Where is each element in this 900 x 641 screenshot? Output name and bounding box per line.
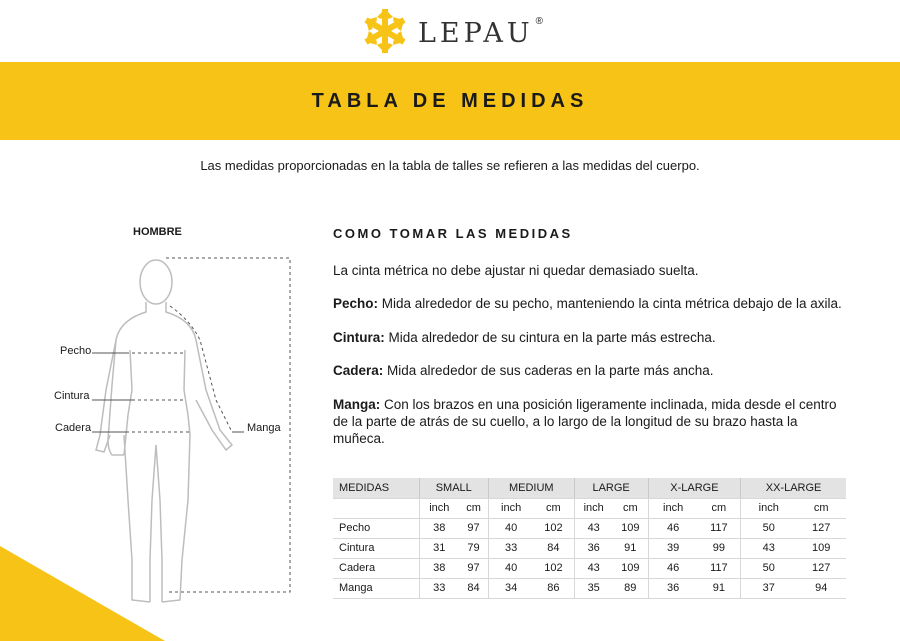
title-banner: [0, 62, 900, 140]
table-cell: 102: [533, 558, 574, 578]
unit-label: cm: [533, 498, 574, 518]
table-cell: 86: [533, 578, 574, 598]
brand-name: LEPAU: [418, 18, 534, 49]
table-row: [333, 518, 846, 538]
table-cell: 46: [648, 558, 697, 578]
brand-logo[interactable]: [360, 6, 543, 61]
row-label: Pecho: [333, 518, 419, 538]
table-cell: 89: [613, 578, 648, 598]
instruction-manga: [333, 396, 853, 447]
text-pecho: Mida alrededor de su pecho, manteniendo la cinta métrica debajo de la axila.: [378, 296, 842, 311]
table-cell: 109: [796, 538, 846, 558]
table-cell: 36: [648, 578, 697, 598]
table-cell: 94: [796, 578, 846, 598]
table-cell: 46: [648, 518, 697, 538]
table-row: [333, 558, 846, 578]
table-cell: 79: [459, 538, 488, 558]
table-cell: 43: [574, 518, 613, 538]
table-cell: 84: [459, 578, 488, 598]
unit-label: inch: [648, 498, 697, 518]
table-cell: 38: [419, 558, 459, 578]
table-cell: 117: [698, 518, 741, 538]
term-pecho: Pecho:: [333, 296, 379, 311]
unit-label: inch: [419, 498, 459, 518]
table-cell: 102: [533, 518, 574, 538]
label-cadera: Cadera: [55, 422, 92, 434]
unit-label: cm: [698, 498, 741, 518]
label-pecho: Pecho: [60, 345, 92, 357]
header-medidas: MEDIDAS: [333, 478, 419, 498]
table-header-row: [333, 478, 846, 498]
table-cell: 43: [741, 538, 797, 558]
label-manga: Manga: [247, 422, 281, 434]
table-cell: 35: [574, 578, 613, 598]
table-cell: 84: [533, 538, 574, 558]
instructions-title: COMO TOMAR LAS MEDIDAS: [333, 226, 573, 241]
header-size: XX-LARGE: [741, 478, 846, 498]
page-title: TABLA DE MEDIDAS: [311, 90, 589, 112]
table-cell: 50: [741, 518, 797, 538]
unit-label: cm: [796, 498, 846, 518]
table-cell: 109: [613, 518, 648, 538]
table-cell: 36: [574, 538, 613, 558]
header-size: MEDIUM: [489, 478, 575, 498]
table-cell: 33: [489, 538, 534, 558]
table-row: [333, 578, 846, 598]
instruction-cintura: [333, 329, 853, 346]
table-cell: 91: [698, 578, 741, 598]
text-cadera: Mida alrededor de sus caderas en la parte más ancha.: [383, 363, 714, 378]
size-table: [333, 478, 846, 599]
table-cell: 39: [648, 538, 697, 558]
table-cell: 37: [741, 578, 797, 598]
unit-label: inch: [489, 498, 534, 518]
intro-note: Las medidas proporcionadas en la tabla de talles se refieren a las medidas del cuerpo.: [200, 158, 700, 173]
header-size: X-LARGE: [648, 478, 740, 498]
term-cadera: Cadera:: [333, 363, 384, 378]
table-cell: 34: [489, 578, 534, 598]
figure-title: HOMBRE: [133, 226, 182, 238]
table-cell: 43: [574, 558, 613, 578]
snowflake-logo-icon: [360, 6, 410, 61]
table-cell: 99: [698, 538, 741, 558]
term-cintura: Cintura:: [333, 330, 385, 345]
label-cintura: Cintura: [54, 390, 90, 402]
row-label: Manga: [333, 578, 419, 598]
body-figure: [0, 240, 300, 640]
table-cell: 97: [459, 558, 488, 578]
table-cell: 127: [796, 558, 846, 578]
registered-mark: ®: [535, 16, 543, 27]
table-row: [333, 538, 846, 558]
table-body: [333, 518, 846, 598]
text-cintura: Mida alrededor de su cintura en la parte más estrecha.: [384, 330, 716, 345]
table-cell: 117: [698, 558, 741, 578]
header-size: LARGE: [574, 478, 648, 498]
unit-label: inch: [741, 498, 797, 518]
instruction-pecho: [333, 295, 853, 312]
text-manga: Con los brazos en una posición ligeramente inclinada, mida desde el centro de la parte de atrás de su cuello, a lo largo de la longitud de su brazo hasta la muñeca.: [333, 397, 837, 446]
header-size: SMALL: [419, 478, 489, 498]
table-cell: 50: [741, 558, 797, 578]
table-cell: 40: [489, 558, 534, 578]
table-cell: 127: [796, 518, 846, 538]
table-cell: 40: [489, 518, 534, 538]
table-cell: 109: [613, 558, 648, 578]
unit-label: inch: [574, 498, 613, 518]
table-cell: 33: [419, 578, 459, 598]
header: [0, 0, 900, 62]
instruction-cadera: [333, 362, 853, 379]
table-cell: 97: [459, 518, 488, 538]
row-label: Cintura: [333, 538, 419, 558]
term-manga: Manga:: [333, 397, 381, 412]
unit-label: cm: [613, 498, 648, 518]
row-label: Cadera: [333, 558, 419, 578]
unit-label: cm: [459, 498, 488, 518]
instructions-intro: La cinta métrica no debe ajustar ni quedar demasiado suelta.: [333, 263, 699, 278]
table-cell: 38: [419, 518, 459, 538]
table-cell: 91: [613, 538, 648, 558]
table-units-row: [333, 498, 846, 518]
table-cell: 31: [419, 538, 459, 558]
